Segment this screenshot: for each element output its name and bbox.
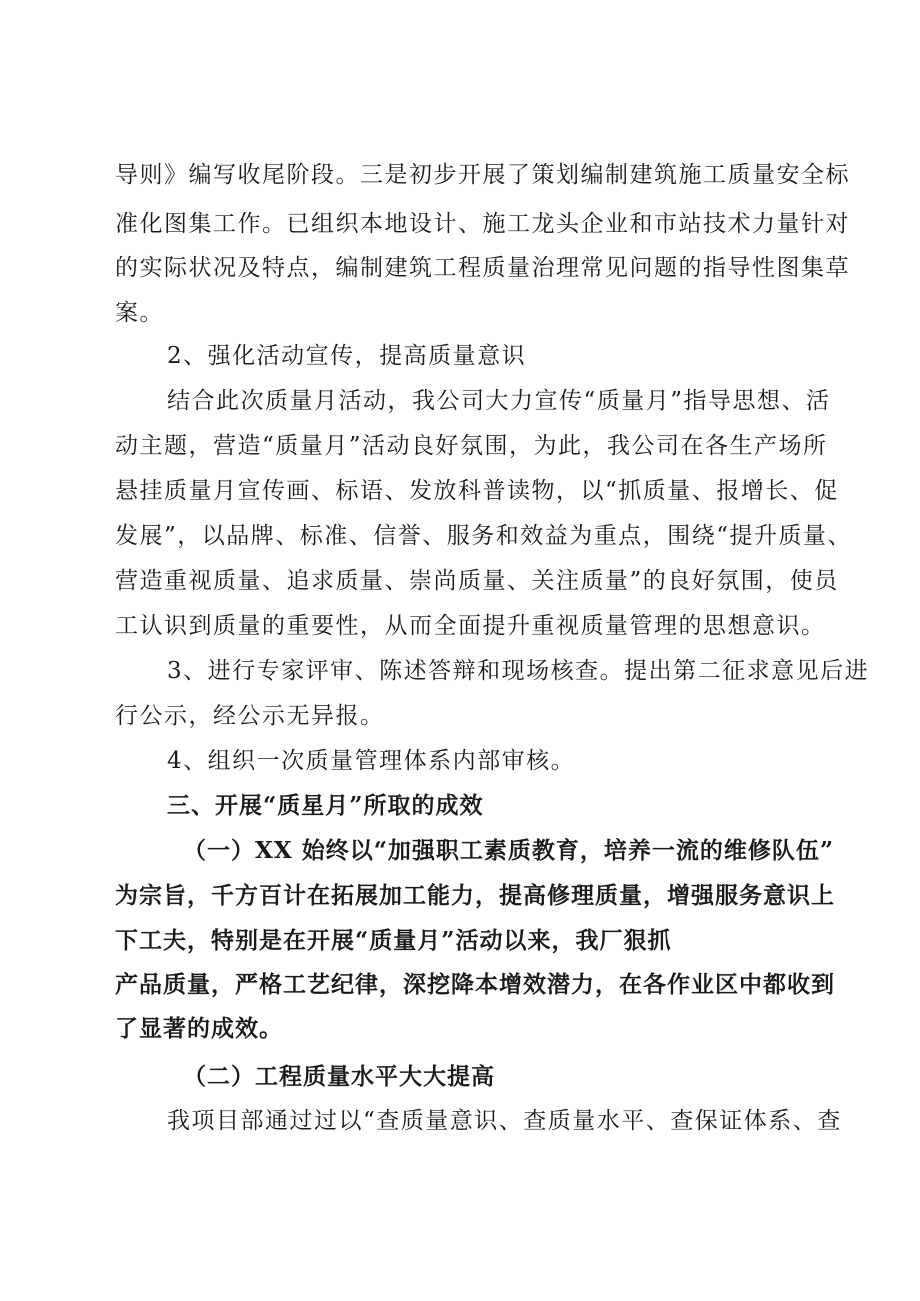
body-text-line: 的实际状况及特点，编制建筑工程质量治理常见问题的指导性图集草 — [115, 255, 850, 281]
body-text-line: 导则》编写收尾阶段。三是初步开展了策划编制建筑施工质量安全标 — [115, 162, 850, 188]
bold-paragraph-line: 产品质量，严格工艺纪律，深挖降本增效潜力，在各作业区中都收到 — [115, 971, 835, 998]
body-text-line: 动主题，营造“质量月”活动良好氛围，为此，我公司在各生产场所 — [115, 433, 828, 459]
body-text-line: 悬挂质量月宣传画、标语、发放科普读物，以“抓质量、报增长、促 — [115, 478, 839, 504]
body-text-line: 我项目部通过过以“查质量意识、查质量水平、查保证体系、查 — [167, 1108, 842, 1134]
body-text-line: 3、进行专家评审、陈述答辩和现场核查。提出第二征求意见后进 — [167, 658, 870, 684]
bold-paragraph-line: 下工夫，特别是在开展“质量月”活动以来，我厂狠抓 — [115, 927, 672, 954]
body-text-line: 4、组织一次质量管理体系内部审核。 — [167, 748, 576, 774]
body-text-line: 结合此次质量月活动，我公司大力宣传“质量月”指导思想、活 — [167, 388, 831, 414]
body-text-line: 工认识到质量的重要性，从而全面提升重视质量管理的思想意识。 — [115, 613, 826, 639]
bold-paragraph-line: （一）XX 始终以“加强职工素质教育，培养一流的维修队伍” — [183, 837, 835, 864]
section-heading: 2、强化活动宣传，提高质量意识 — [167, 343, 527, 369]
body-text-line: 案。 — [115, 300, 164, 326]
body-text-line: 行公示，经公示无异报。 — [115, 703, 385, 729]
subsection-heading: （二）工程质量水平大大提高 — [183, 1063, 495, 1090]
body-text-line: 营造重视质量、追求质量、崇尚质量、关注质量”的良好氛围，使员 — [115, 568, 839, 594]
body-text-line: 发展”，以品牌、标准、信誉、服务和效益为重点，围绕“提升质量、 — [115, 523, 853, 549]
body-text-line: 准化图集工作。已组织本地设计、施工龙头企业和市站技术力量针对 — [115, 211, 850, 237]
bold-paragraph-line: 为宗旨，千方百计在拓展加工能力，提高修理质量，增强服务意识上 — [115, 882, 835, 909]
bold-paragraph-line: 了显著的成效。 — [115, 1015, 283, 1042]
chapter-heading: 三、开展“质星月”所取的成效 — [167, 792, 484, 819]
